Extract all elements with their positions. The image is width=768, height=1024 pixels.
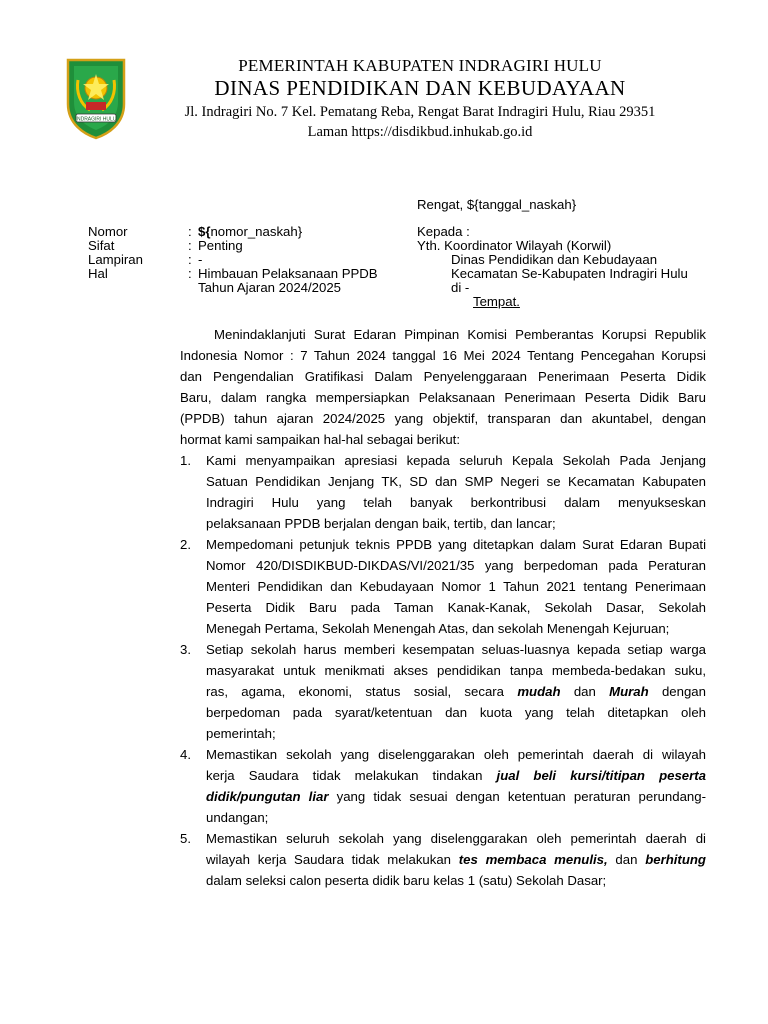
list-number: 4. (180, 747, 191, 762)
item-line: masyarakat untuk menikmati akses pendidikan tanpa membeda-bedakan suku, (206, 663, 706, 678)
hal-colon: : (188, 266, 192, 281)
item-line: Indragiri Hulu yang telah banyak berkontribusi dalam menyukseskan (206, 495, 706, 510)
intro-line: Menindaklanjuti Surat Edaran Pimpinan Komisi Pemberantas Korupsi Republik (214, 327, 706, 342)
regency-logo (64, 58, 128, 140)
intro-line: dan Pengendalian Gratifikasi Dalam Penyelenggaraan Penerimaan Peserta Didik (180, 369, 706, 384)
lampiran-value: - (198, 252, 203, 267)
hal-value-line-1: Himbauan Pelaksanaan PPDB (198, 266, 378, 281)
item-line: Setiap sekolah harus memberi kesempatan seluas-luasnya kepada setiap warga (206, 642, 706, 657)
item-line: didik/pungutan liar yang tidak sesuai dengan ketentuan peraturan perundang- (206, 789, 706, 804)
intro-line: Indonesia Nomor : 7 Tahun 2024 tanggal 16 Mei 2024 Tentang Pencegahan Korupsi (180, 348, 706, 363)
item-line: Peserta Didik Baru pada Taman Kanak-Kanak, Sekolah Dasar, Sekolah (206, 600, 706, 615)
item-line: pemerintah; (206, 726, 276, 741)
intro-line: Baru, dalam rangka mempersiapkan Pelaksanaan Penerimaan Peserta Didik Baru (180, 390, 706, 405)
intro-line: hormat kami sampaikan hal-hal sebagai berikut: (180, 432, 461, 447)
list-number: 1. (180, 453, 191, 468)
item-line: Kami menyampaikan apresiasi kepada seluruh Kepala Sekolah Pada Jenjang (206, 453, 706, 468)
recipient-line-1: Yth. Koordinator Wilayah (Korwil) (417, 238, 612, 253)
intro-line: (PPDB) tahun ajaran 2024/2025 yang objektif, transparan dan akuntabel, dengan (180, 411, 706, 426)
item-line: ras, agama, ekonomi, status sosial, secara mudah dan Murah dengan (206, 684, 706, 699)
hal-value-line-2: Tahun Ajaran 2024/2025 (198, 280, 341, 295)
recipient-line-2: Dinas Pendidikan dan Kebudayaan (451, 252, 658, 267)
letterhead-website: Laman https://disdikbud.inhukab.go.id (307, 124, 533, 140)
item-line: Menteri Pendidikan dan Kebudayaan Nomor 1 Tahun 2021 tentang Penerimaan (206, 579, 706, 594)
letterhead-address: Jl. Indragiri No. 7 Kel. Pematang Reba, Rengat Barat Indragiri Hulu, Riau 29351 (184, 104, 656, 120)
item-line: kerja Saudara tidak melakukan tindakan jual beli kursi/titipan peserta (206, 768, 706, 783)
lampiran-label: Lampiran (88, 252, 143, 267)
sifat-label: Sifat (88, 238, 115, 253)
nomor-value: ${nomor_naskah} (198, 224, 303, 239)
sifat-colon: : (188, 238, 192, 253)
recipient-line-3: Kecamatan Se-Kabupaten Indragiri Hulu (451, 266, 688, 281)
regency-emblem-icon (64, 58, 128, 140)
item-line: Menegah Pertama, Sekolah Menengah Atas, dan sekolah Menengah Kejuruan; (206, 621, 670, 636)
item-line: Memastikan seluruh sekolah yang diselenggarakan oleh pemerintah daerah di (206, 831, 706, 846)
item-line: dalam seleksi calon peserta didik baru kelas 1 (satu) Sekolah Dasar; (206, 873, 607, 888)
nomor-label: Nomor (88, 224, 128, 239)
item-line: undangan; (206, 810, 269, 825)
svg-text:INDRAGIRI HULU: INDRAGIRI HULU (75, 116, 117, 123)
place-date: Rengat, ${tanggal_naskah} (417, 197, 577, 212)
hal-label: Hal (88, 266, 108, 281)
item-line: pelaksanaan PPDB berjalan dengan baik, tertib, dan lancar; (206, 516, 556, 531)
intro-paragraph (180, 324, 706, 450)
item-line: Nomor 420/DISDIKBUD-DIKDAS/VI/2021/35 yang berpedoman pada Peraturan (206, 558, 706, 573)
letterhead-agency: DINAS PENDIDIKAN DAN KEBUDAYAAN (214, 76, 626, 100)
item-line: Mempedomani petunjuk teknis PPDB yang ditetapkan dalam Surat Edaran Bupati (206, 537, 706, 552)
list-number: 3. (180, 642, 191, 657)
list-number: 5. (180, 831, 191, 846)
lampiran-colon: : (188, 252, 192, 267)
nomor-colon: : (188, 224, 192, 239)
recipient-line-5: Tempat. (473, 294, 520, 309)
item-line: Satuan Pendidikan Jenjang TK, SD dan SMP Negeri se Kecamatan Kabupaten (206, 474, 706, 489)
item-line: berpedoman pada syarat/ketentuan dan kuota yang telah ditetapkan oleh (206, 705, 706, 720)
letterhead-government: PEMERINTAH KABUPATEN INDRAGIRI HULU (238, 56, 602, 75)
item-line: wilayah kerja Saudara tidak melakukan tes membaca menulis, dan berhitung (206, 852, 706, 867)
item-line: Memastikan sekolah yang diselenggarakan oleh pemerintah daerah di wilayah (206, 747, 706, 762)
recipient-line-4: di - (451, 280, 470, 295)
list-number: 2. (180, 537, 191, 552)
recipient-kepada: Kepada : (417, 224, 470, 239)
sifat-value: Penting (198, 238, 243, 253)
